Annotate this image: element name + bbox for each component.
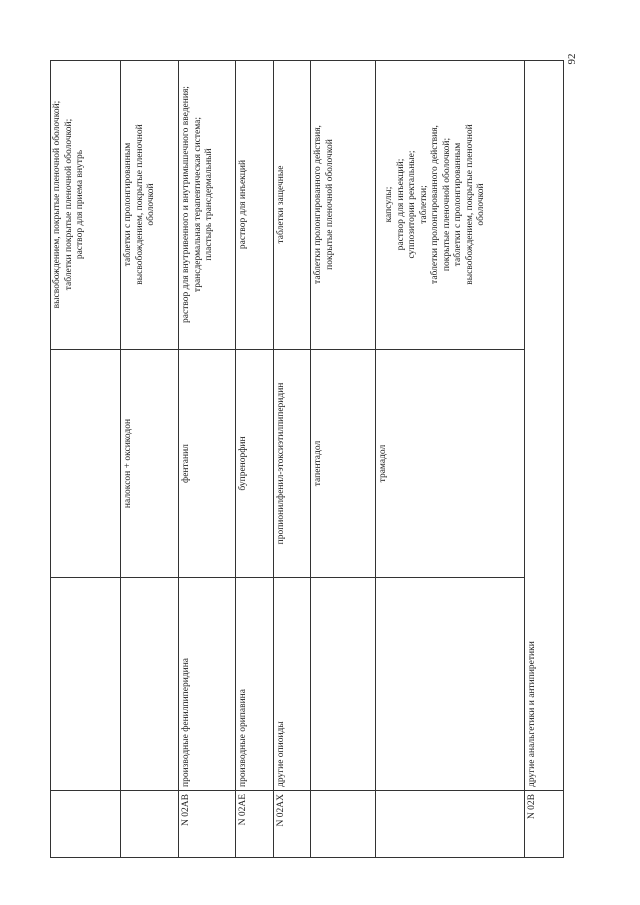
dosage-form-line: таблетки с пролонгированным [453,142,463,267]
dosage-forms-cell [50,60,120,349]
group-name-cell [376,577,524,790]
drug-name-cell: налоксон + оксикодон [121,349,178,577]
dosage-form-line: таблетки; [418,185,429,224]
dosage-form-line: раствор для инъекций [238,159,248,250]
table-row [179,60,236,858]
atc-code-cell [311,790,375,858]
drug-name-cell [50,349,120,577]
dosage-form-line: раствор для инъекций; [395,158,406,251]
dosage-forms-cell [236,60,273,349]
atc-code-cell [50,790,120,858]
dosage-form-line: трансдермальная терапевтическая система; [192,116,203,293]
table-row [376,60,525,858]
table-row [121,60,179,858]
group-name-cell: производные орипавина [236,577,273,790]
table-row [236,60,274,858]
drug-name-cell: бупренорфин [236,349,273,577]
atc-code-cell: N 02AX [274,790,310,858]
dosage-form-line: оболочкой [476,183,486,226]
group-name-cell [311,577,375,790]
table-row [50,60,121,858]
dosage-form-line: высвобождением, покрытые пленочной оболочкой; [52,100,62,309]
drug-name-cell: фентанил [179,349,235,577]
group-name-cell: другие анальгетики и антипиретики [527,641,537,787]
atc-code-cell: N 02B [525,790,564,858]
dosage-form-line: оболочкой [146,183,156,226]
atc-code-cell [376,790,524,858]
table-row [311,60,376,858]
atc-code-cell: N 02AB [179,790,235,858]
dosage-forms-cell [376,60,524,349]
group-name-cell: другие опиоиды [274,577,310,790]
dosage-forms-cell [274,60,310,349]
dosage-form-line: таблетки с пролонгированным [123,142,133,267]
drug-table [50,60,564,858]
dosage-form-line: покрытые пленочной оболочкой [324,139,335,270]
dosage-form-line: высвобождением, покрытые пленочной [134,124,145,285]
dosage-forms-cell [311,60,375,349]
dosage-form-line: таблетки покрытые пленочной оболочкой; [63,118,74,291]
dosage-form-line: суппозитории ректальные; [407,150,417,259]
group-name-cell [121,577,178,790]
drug-name-cell: тапентадол [311,349,375,577]
table-row [274,60,311,858]
table-row [525,60,564,858]
drug-name-cell: трамадол [376,349,524,577]
dosage-form-line: таблетки пролонгированного действия, [430,125,440,284]
dosage-form-line: таблетки защечные [276,165,286,244]
dosage-form-line: раствор для приема внутрь [75,149,85,260]
dosage-form-line: покрытые пленочной оболочкой; [441,137,452,272]
dosage-form-line: пластырь трансдермальный [204,148,214,261]
atc-code-cell [121,790,178,858]
dosage-form-line: раствор для внутривенного и внутримышечного введения; [181,86,191,323]
dosage-form-line: капсулы; [384,186,394,223]
drug-name-cell: пропионилфенил-этоксиэтилпиперидин [274,349,310,577]
dosage-forms-cell [179,60,235,349]
dosage-form-line: высвобождением, покрытые пленочной [464,124,475,285]
dosage-form-line: таблетки пролонгированного действия, [313,125,323,284]
group-name-cell [50,577,120,790]
atc-code-cell: N 02AE [236,790,273,858]
dosage-forms-cell [121,60,178,349]
page-number: 92 [566,53,578,65]
group-name-cell: производные фенилпиперидина [179,577,235,790]
